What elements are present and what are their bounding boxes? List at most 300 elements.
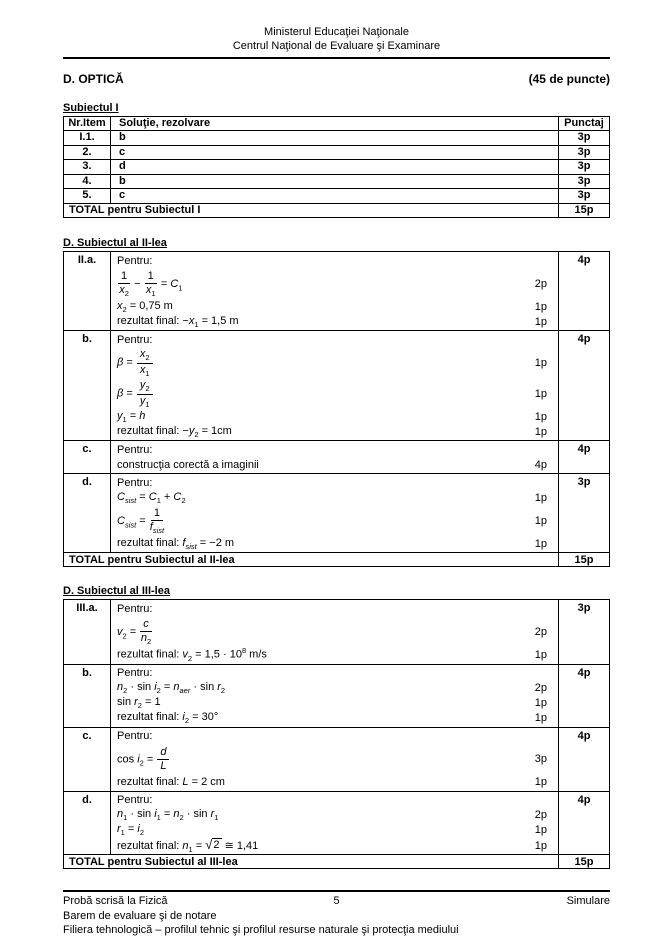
step-points: 1p (534, 824, 547, 837)
math-text: Pentru: (117, 476, 153, 489)
math-variable: i (137, 753, 140, 766)
rubric-line (117, 647, 558, 662)
math-text: 2 (184, 716, 190, 726)
fraction-numerator (140, 618, 152, 633)
math-text: 1 (156, 496, 161, 506)
math-text: 2 (156, 686, 161, 696)
rubric-line (117, 744, 558, 775)
item-points: 3p (559, 600, 610, 664)
column-header: Punctaj (559, 116, 610, 131)
subiectul3-table (63, 599, 610, 869)
total-points-cell: 15p (559, 553, 610, 567)
rubric-line (117, 268, 558, 299)
radicand: 2 (213, 838, 220, 851)
ministry-line1: Ministerul Educaţiei Naţionale (264, 26, 409, 38)
math-text: = 1,5 m (198, 314, 239, 327)
math-variable: L (160, 760, 167, 773)
rubric-row (64, 664, 610, 727)
footer-exam-name: Probă scrisă la Fizică (63, 895, 168, 908)
formula (117, 537, 234, 551)
math-text: Pentru: (117, 730, 153, 743)
section3-heading: D. Subiectul al III-lea (63, 585, 170, 598)
points: 3p (559, 145, 610, 160)
formula (117, 425, 232, 439)
table-row (64, 189, 610, 204)
total-row (64, 553, 610, 567)
fraction-numerator (157, 746, 169, 761)
formula (117, 776, 225, 788)
math-variable: n (173, 681, 180, 694)
math-text: 1 (151, 289, 156, 299)
fraction (157, 746, 169, 773)
math-variable: i (154, 681, 157, 694)
total-label: TOTAL pentru Subiectul al III-lea (64, 855, 559, 869)
math-text: aer (179, 686, 191, 696)
ministry-line2: Centrul Naţional de Evaluare şi Examinare (232, 39, 441, 52)
math-variable: C (170, 277, 179, 290)
rubric-line (117, 666, 558, 681)
points: 3p (559, 131, 610, 146)
math-text: 2 (122, 305, 127, 315)
item-points: 3p (559, 474, 610, 553)
math-text: 1 (122, 415, 127, 425)
step-points: 1p (534, 300, 547, 313)
rubric-line (117, 838, 558, 854)
math-text: 2 (145, 353, 150, 363)
math-text: 2 (137, 701, 142, 711)
item-number: 5. (64, 189, 111, 204)
rubric-line (117, 505, 558, 536)
step-points: 1p (534, 356, 547, 369)
formula (117, 270, 182, 298)
total-points-cell: 15p (559, 203, 610, 218)
formula (117, 794, 152, 806)
item-number: 2. (64, 145, 111, 160)
math-text: 1 (123, 813, 128, 823)
fraction-denominator (141, 632, 151, 646)
math-variable: y (139, 379, 146, 392)
math-variable: x (188, 314, 195, 327)
table-row (64, 174, 610, 189)
math-text: = 30° (189, 711, 219, 724)
math-text: 1 (120, 828, 125, 838)
step-points: 1p (534, 491, 547, 504)
fraction-numerator (145, 270, 157, 285)
item-number: d. (64, 791, 111, 855)
rubric-line (117, 347, 558, 378)
rubric-row (64, 331, 610, 441)
rubric-line (117, 442, 558, 457)
formula (117, 823, 144, 837)
subiectul1-table (63, 116, 610, 219)
fraction-numerator (118, 270, 130, 285)
rubric-line (117, 475, 558, 490)
formula (117, 667, 152, 679)
math-text: rezultat final: − (117, 424, 189, 437)
math-text: · sin (190, 681, 218, 694)
table-header-row (64, 116, 610, 131)
math-variable: r (117, 823, 121, 836)
formula (117, 618, 153, 646)
math-text: 1 (121, 269, 128, 282)
points: 3p (559, 160, 610, 175)
math-variable: x (145, 284, 152, 297)
step-points: 1p (534, 537, 547, 550)
math-text: rezultat final: (117, 776, 183, 789)
math-text: 2 (124, 289, 129, 299)
math-text: sist (124, 496, 137, 506)
formula (117, 746, 170, 773)
formula (117, 647, 267, 662)
math-text: rezultat final: (117, 839, 183, 852)
math-variable: x (117, 299, 123, 312)
total-points-cell: 15p (559, 855, 610, 869)
math-text: 2 (146, 637, 152, 647)
fraction-denominator (140, 364, 150, 378)
step-points: 2p (534, 277, 547, 290)
fraction-numerator (137, 379, 153, 395)
solution: c (111, 145, 559, 160)
formula (117, 334, 152, 346)
rubric-line (117, 696, 558, 711)
step-points: 1p (534, 649, 547, 661)
rubric-line (117, 775, 558, 790)
fraction-denominator (140, 395, 150, 409)
total-points: (45 de puncte) (528, 71, 610, 86)
formula (117, 477, 152, 489)
math-variable: h (139, 409, 146, 422)
points: 3p (559, 189, 610, 204)
math-variable: r (217, 681, 221, 694)
solution: c (111, 189, 559, 204)
math-variable: c (143, 617, 149, 630)
step-points: 1p (534, 425, 547, 438)
item-points: 4p (559, 727, 610, 791)
step-points: 2p (534, 809, 547, 822)
item-points: 4p (559, 441, 610, 474)
math-variable: n (173, 808, 180, 821)
solution-cell (111, 252, 559, 331)
math-text: rezultat final: (117, 536, 183, 549)
math-variable: f (149, 521, 153, 534)
math-text: = (136, 490, 149, 503)
item-number: 3. (64, 160, 111, 175)
math-variable: y (188, 424, 195, 437)
solution-cell (111, 791, 559, 855)
fraction-denominator (146, 284, 156, 298)
math-text: sin (117, 696, 135, 709)
math-variable: β (117, 356, 124, 369)
solution: d (111, 160, 559, 175)
math-variable: r (134, 696, 138, 709)
rubric-line (117, 424, 558, 439)
item-number: I.1. (64, 131, 111, 146)
fraction-denominator (160, 760, 166, 773)
solution-cell (111, 441, 559, 474)
math-text: 2 (179, 813, 184, 823)
column-header: Nr.Item (64, 116, 111, 131)
step-points: 4p (534, 458, 547, 471)
rubric-line (117, 332, 558, 347)
item-number: c. (64, 441, 111, 474)
math-text: 2 (123, 686, 128, 696)
fraction (150, 507, 164, 535)
math-text: = 1 (141, 696, 161, 709)
total-row (64, 855, 610, 869)
page-footer (63, 890, 610, 937)
rubric-line (117, 729, 558, 744)
page-number: 5 (333, 895, 340, 908)
formula (117, 838, 258, 854)
math-text: = (192, 839, 206, 852)
item-points: 4p (559, 331, 610, 441)
formula (117, 379, 154, 408)
math-text: 1 (147, 269, 154, 282)
formula (117, 255, 152, 267)
item-number: II.a. (64, 252, 111, 331)
rubric-line (117, 490, 558, 505)
fraction-numerator (151, 507, 163, 522)
formula (117, 315, 239, 329)
step-points: 1p (534, 712, 547, 725)
total-row (64, 203, 610, 218)
math-text: Pentru: (117, 794, 153, 807)
document-title-row (63, 72, 610, 86)
fraction (118, 270, 130, 298)
rubric-line (117, 457, 558, 472)
rubric-line (117, 409, 558, 424)
table-row (64, 131, 610, 146)
math-text: = 0,75 m (126, 299, 173, 312)
solution-cell (111, 600, 559, 664)
rubric-line (117, 823, 558, 838)
math-variable: y (117, 409, 123, 422)
math-text: 1 (153, 506, 160, 519)
math-text: = (160, 808, 174, 821)
math-text: Pentru: (117, 254, 153, 267)
math-text: 2 (122, 630, 127, 640)
formula (117, 300, 173, 314)
step-points: 1p (534, 315, 547, 328)
math-text: 1 (178, 282, 183, 292)
formula (117, 711, 218, 725)
footer-line2: Barem de evaluare şi de notare (63, 909, 217, 922)
math-text: 1 (188, 844, 193, 854)
step-points: 2p (534, 682, 547, 695)
formula (117, 459, 259, 471)
rubric-row (64, 791, 610, 855)
math-text: · sin (127, 681, 155, 694)
rubric-line (117, 253, 558, 268)
formula (117, 696, 161, 710)
math-text: 1 (156, 813, 161, 823)
math-variable: n (182, 839, 189, 852)
solution: b (111, 131, 559, 146)
step-points: 1p (534, 697, 547, 710)
math-text: Pentru: (117, 602, 153, 615)
table-row (64, 145, 610, 160)
math-text: = (123, 356, 136, 369)
sqrt-radical (205, 838, 221, 852)
math-text: rezultat final: (117, 711, 183, 724)
fraction-numerator (137, 348, 153, 364)
rubric-line (117, 711, 558, 726)
fraction-denominator (150, 521, 164, 535)
math-text: 1 (194, 320, 199, 330)
item-points: 4p (559, 791, 610, 855)
math-text: = (126, 409, 140, 422)
math-text: · sin (183, 808, 211, 821)
math-variable: i (137, 823, 140, 836)
math-variable: i (182, 711, 185, 724)
math-variable: n (117, 808, 124, 821)
math-text: = (136, 514, 149, 527)
step-points: 1p (534, 410, 547, 423)
section2-heading: D. Subiectul al II-lea (63, 237, 167, 250)
math-text: = (123, 387, 136, 400)
math-text: 2 (194, 430, 199, 440)
rubric-line (117, 793, 558, 808)
math-variable: r (210, 808, 215, 821)
math-variable: n (140, 632, 147, 645)
footer-session: Simulare (566, 895, 610, 908)
math-text: · sin (127, 808, 155, 821)
rubric-line (117, 536, 558, 551)
rubric-line (117, 314, 558, 329)
math-text: = (160, 681, 174, 694)
table-row (64, 160, 610, 175)
math-variable: L (182, 776, 189, 789)
math-text: = 1cm (198, 424, 232, 437)
total-label: TOTAL pentru Subiectul al II-lea (64, 553, 559, 567)
solution: b (111, 174, 559, 189)
math-text: = 1,5 · 10 (192, 648, 242, 661)
rubric-row (64, 727, 610, 791)
math-text: rezultat final: − (117, 314, 189, 327)
solution-cell (111, 664, 559, 727)
math-text: Pentru: (117, 333, 153, 346)
math-variable: i (154, 808, 157, 821)
math-text: − (131, 277, 144, 290)
subiectul2-table (63, 251, 610, 567)
formula (117, 681, 225, 695)
item-points: 4p (559, 664, 610, 727)
math-variable: v (182, 648, 188, 661)
item-number: b. (64, 664, 111, 727)
item-number: 4. (64, 174, 111, 189)
math-variable: v (117, 625, 123, 638)
math-text: m/s (246, 648, 267, 661)
item-number: d. (64, 474, 111, 553)
footer-row1 (63, 894, 610, 908)
math-text: 2 (220, 686, 226, 696)
math-text: 2 (145, 384, 150, 394)
formula (117, 491, 186, 505)
rubric-line (117, 299, 558, 314)
solution-cell (111, 331, 559, 441)
math-text: 2 (181, 496, 186, 506)
formula (117, 730, 152, 742)
math-text: construcţia corectă a imaginii (117, 458, 259, 471)
step-points: 1p (534, 387, 547, 400)
fraction (137, 379, 153, 408)
step-points: 1p (534, 776, 547, 789)
math-text: 1 (145, 400, 150, 410)
fraction-denominator (119, 284, 129, 298)
math-text: 2 (187, 654, 193, 664)
points: 3p (559, 174, 610, 189)
formula (117, 410, 145, 424)
math-variable: C (117, 514, 125, 527)
math-variable: n (117, 681, 124, 694)
math-variable: β (117, 387, 124, 400)
chapter-title: D. OPTICĂ (63, 71, 124, 86)
ministry-header (63, 26, 610, 59)
math-text: = 2 cm (188, 776, 225, 789)
math-text: 1 (145, 369, 150, 379)
item-number: c. (64, 727, 111, 791)
math-text: 8 (241, 646, 247, 656)
math-text: = (124, 823, 138, 836)
math-variable: d (160, 745, 167, 758)
formula (117, 348, 154, 377)
fraction (145, 270, 157, 298)
math-text: = (143, 753, 157, 766)
step-points: 2p (534, 625, 547, 638)
rubric-line (117, 616, 558, 647)
radical-sign: √ (205, 836, 213, 852)
formula (117, 808, 218, 822)
math-text: rezultat final: (117, 648, 183, 661)
math-text: + (160, 490, 174, 503)
total-label: TOTAL pentru Subiectul I (64, 203, 559, 218)
step-points: 1p (534, 839, 547, 852)
document-page (63, 0, 610, 937)
fraction (140, 618, 152, 646)
solution-cell (111, 727, 559, 791)
step-points: 3p (534, 753, 547, 766)
math-text: sist (152, 526, 165, 536)
math-variable: y (139, 394, 146, 407)
rubric-row (64, 600, 610, 664)
math-variable: x (139, 348, 146, 361)
footer-line3: Filiera tehnologică – profilul tehnic şi profilul resurse naturale şi protecţia mediului (63, 923, 459, 936)
rubric-row (64, 474, 610, 553)
rubric-line (117, 378, 558, 409)
math-text: 2 (139, 828, 145, 838)
math-variable: C (173, 490, 182, 503)
math-text: Pentru: (117, 667, 153, 680)
solution-cell (111, 474, 559, 553)
formula (117, 507, 165, 535)
rubric-line (117, 808, 558, 823)
math-variable: C (148, 490, 157, 503)
math-text: Pentru: (117, 443, 153, 456)
math-text: sist (185, 542, 197, 552)
math-variable: x (139, 363, 146, 376)
rubric-line (117, 601, 558, 616)
item-number: III.a. (64, 600, 111, 664)
formula (117, 603, 152, 615)
item-points: 4p (559, 252, 610, 331)
item-number: b. (64, 331, 111, 441)
column-header: Soluţie, rezolvare (111, 116, 559, 131)
formula (117, 444, 152, 456)
math-text: = (157, 277, 171, 290)
math-text: 2 (139, 758, 144, 768)
section1-heading: Subiectul I (63, 101, 119, 114)
math-text: = −2 m (196, 536, 235, 549)
